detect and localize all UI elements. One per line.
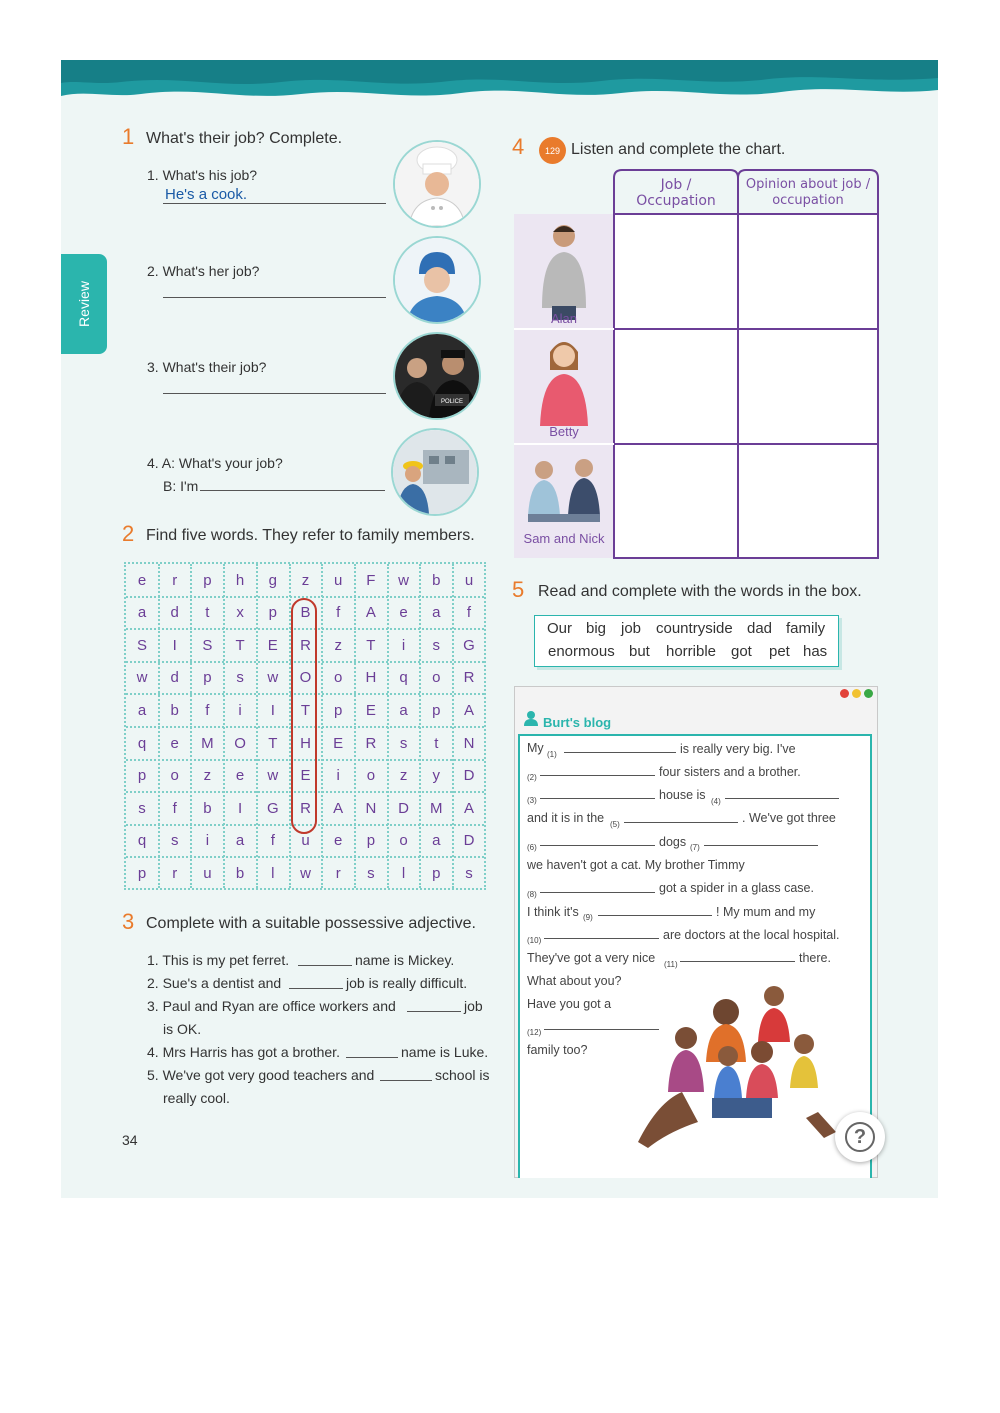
grid-letter[interactable]: q [137, 734, 147, 752]
ex1-q4: 4. A: What's your job? [147, 455, 283, 471]
grid-letter[interactable]: R [463, 669, 475, 687]
close-dot-icon[interactable] [840, 689, 849, 698]
grid-letter[interactable]: p [366, 832, 376, 850]
blog-l11: What about you? [527, 974, 622, 988]
grid-letter[interactable]: s [170, 832, 179, 850]
grid-letter[interactable]: A [463, 701, 474, 719]
ex3-line3-c: is OK. [163, 1021, 202, 1037]
grid-letter[interactable]: x [236, 604, 244, 622]
word-countryside: countryside [656, 620, 733, 637]
grid-letter[interactable]: h [235, 571, 245, 589]
grid-letter[interactable]: s [399, 734, 408, 752]
grid-letter[interactable]: D [398, 799, 410, 817]
blog-blank-4[interactable] [725, 798, 839, 799]
ex1-answer-line-1[interactable] [163, 203, 386, 204]
grid-letter[interactable]: w [267, 669, 279, 687]
grid-letter[interactable]: T [366, 636, 376, 654]
blog-l12: Have you got a [527, 997, 612, 1011]
ex1-answer-line-3[interactable] [163, 393, 386, 394]
blog-n9: (9) [583, 913, 593, 922]
grid-letter[interactable]: p [432, 864, 441, 882]
blog-l8a: I think it's [527, 905, 579, 919]
chart-header-opinion-line2: occupation [772, 193, 844, 208]
word-has: has [803, 643, 828, 660]
help-icon: ? [845, 1122, 875, 1152]
grid-letter[interactable]: T [300, 701, 311, 719]
grid-letter[interactable]: w [136, 669, 148, 687]
word-pet: pet [769, 643, 790, 660]
ex3-blank-4[interactable] [346, 1057, 398, 1058]
grid-letter[interactable]: z [399, 767, 408, 785]
word-family: family [786, 620, 826, 637]
ex1-a1: He's a cook. [165, 186, 248, 203]
audio-track-number: 129 [544, 145, 561, 156]
grid-letter[interactable]: A [333, 799, 344, 817]
blog-blank-2[interactable] [540, 775, 655, 776]
grid-letter[interactable]: R [300, 636, 311, 654]
blog-l3: house is [659, 788, 706, 802]
grid-letter[interactable]: w [267, 767, 279, 785]
grid-letter[interactable]: w [300, 864, 311, 882]
grid-letter[interactable]: p [203, 571, 212, 589]
grid-letter[interactable]: s [432, 636, 441, 654]
blog-l4b: . We've got three [742, 811, 836, 825]
grid-letter[interactable]: l [401, 864, 406, 882]
blog-blank-6[interactable] [540, 845, 655, 846]
ex3-line1-b: name is Mickey. [355, 952, 455, 968]
blog-n12: (12) [527, 1028, 542, 1037]
chart-header-job [616, 177, 736, 209]
grid-letter[interactable]: p [432, 701, 441, 719]
word-big: big [586, 620, 607, 637]
grid-letter[interactable]: a [432, 604, 441, 622]
ex3-line5-b: school is [435, 1067, 490, 1083]
grid-letter[interactable]: s [465, 864, 473, 882]
grid-letter[interactable]: e [170, 734, 179, 752]
ex3-line4-a: 4. Mrs Harris has got a brother. [147, 1044, 340, 1060]
maximize-dot-icon[interactable] [864, 689, 873, 698]
ex1-title: What's their job? Complete. [146, 130, 343, 147]
grid-letter[interactable]: e [399, 604, 408, 622]
blog-n5: (5) [610, 820, 620, 829]
grid-letter[interactable]: e [137, 571, 147, 589]
grid-letter[interactable]: f [205, 701, 210, 719]
ex3-number: 3 [122, 909, 135, 934]
blog-n3: (3) [527, 796, 537, 805]
ex3-line2-a: 2. Sue's a dentist and [147, 975, 282, 991]
grid-letter[interactable]: E [365, 701, 376, 719]
grid-letter[interactable]: f [466, 604, 472, 622]
chart-header-job-line1: Job / [660, 177, 692, 193]
brother-highlight-ring [291, 598, 317, 834]
grid-letter[interactable]: R [300, 799, 311, 817]
ex4-title: Listen and complete the chart. [571, 141, 786, 158]
grid-letter[interactable]: o [432, 669, 441, 687]
minimize-dot-icon[interactable] [852, 689, 861, 698]
family-photo [628, 982, 842, 1148]
ex1-q3: 3. What's their job? [147, 359, 267, 375]
blog-blank-11[interactable] [680, 961, 795, 962]
grid-letter[interactable]: H [365, 669, 377, 687]
chart-header-job-line2: Occupation [636, 193, 716, 209]
grid-letter[interactable]: t [205, 604, 210, 622]
grid-letter[interactable]: A [365, 604, 376, 622]
grid-letter[interactable]: F [366, 571, 376, 589]
chart-row-alan: Alan [550, 311, 578, 326]
ex2-number: 2 [122, 521, 135, 546]
police-photo [393, 332, 481, 420]
ex1-q1: 1. What's his job? [147, 167, 258, 183]
blog-n6: (6) [527, 843, 537, 852]
grid-letter[interactable]: I [238, 799, 243, 817]
blog-blank-3[interactable] [540, 798, 655, 799]
grid-letter[interactable]: z [203, 767, 212, 785]
blog-blank-1[interactable] [564, 752, 676, 753]
grid-letter[interactable]: l [271, 864, 275, 882]
blog-l2: four sisters and a brother. [659, 765, 801, 779]
blog-n10: (10) [527, 936, 542, 945]
blog-l6: we haven't got a cat. My brother Timmy [527, 858, 745, 872]
grid-letter[interactable]: z [334, 636, 342, 654]
ex3-line3-b: job [464, 998, 483, 1014]
chart-header-opinion-line1: Opinion about job / [745, 177, 871, 192]
word-dad: dad [747, 620, 773, 637]
grid-letter[interactable]: b [170, 701, 179, 719]
grid-letter[interactable]: a [137, 701, 147, 719]
grid-letter[interactable]: e [235, 767, 245, 785]
grid-letter[interactable]: i [238, 701, 242, 719]
grid-letter[interactable]: M [430, 799, 443, 817]
audio-track-icon[interactable] [539, 137, 566, 164]
grid-letter[interactable]: E [333, 734, 344, 752]
grid-letter[interactable]: f [172, 799, 177, 817]
grid-letter[interactable]: z [301, 571, 310, 589]
blog-l4a: and it is in the [527, 811, 605, 825]
ex4-number: 4 [512, 134, 525, 159]
grid-letter[interactable]: g [268, 571, 277, 589]
grid-letter[interactable]: D [463, 832, 475, 850]
chart-row-sam-and-nick: Sam and Nick [523, 531, 605, 546]
user-icon [523, 710, 539, 726]
word-job: job [621, 620, 642, 637]
grid-letter[interactable]: d [170, 604, 179, 622]
page-number: 34 [122, 1132, 138, 1148]
blog-blank-7[interactable] [704, 845, 818, 846]
ex2-title: Find five words. They refer to family members. [146, 527, 475, 544]
grid-letter[interactable]: u [464, 571, 474, 589]
chart-row-betty: Betty [549, 424, 579, 439]
grid-letter[interactable]: r [172, 571, 178, 589]
blog-l9: are doctors at the local hospital. [663, 928, 840, 942]
blog-blank-5[interactable] [624, 822, 738, 823]
grid-letter[interactable]: o [399, 832, 408, 850]
grid-letter[interactable]: r [172, 864, 178, 882]
ex5-title: Read and complete with the words in the box. [538, 583, 862, 600]
ex1-number: 1 [122, 124, 135, 149]
grid-letter[interactable]: b [203, 799, 212, 817]
ex3-blank-5[interactable] [380, 1080, 432, 1081]
ex3-blank-2[interactable] [289, 988, 343, 989]
grid-letter[interactable]: p [137, 767, 147, 785]
grid-letter[interactable]: i [336, 767, 340, 785]
grid-letter[interactable]: a [137, 604, 147, 622]
blog-blank-10[interactable] [544, 938, 659, 939]
blog-n8: (8) [527, 890, 537, 899]
grid-letter[interactable]: p [268, 604, 277, 622]
grid-letter[interactable]: I [172, 636, 177, 654]
ex3-line5-a: 5. We've got very good teachers and [147, 1067, 375, 1083]
grid-letter[interactable]: u [301, 832, 310, 850]
grid-letter[interactable]: p [203, 669, 212, 687]
ex3-line4-b: name is Luke. [401, 1044, 489, 1060]
ex3-line1-a: 1. This is my pet ferret. [147, 952, 290, 968]
word-but: but [629, 643, 650, 660]
grid-letter[interactable]: o [334, 669, 343, 687]
ex1-answer-line-4[interactable] [200, 490, 385, 491]
blog-n4: (4) [711, 797, 721, 806]
ex1-q2: 2. What's her job? [147, 263, 260, 279]
grid-letter[interactable]: e [334, 832, 343, 850]
grid-letter[interactable]: u [203, 864, 212, 882]
grid-letter[interactable]: w [398, 571, 410, 589]
word-our: Our [547, 620, 573, 637]
ex3-line2-b: job is really difficult. [346, 975, 468, 991]
blog-l1b: is really very big. I've [680, 742, 796, 756]
cook-photo [393, 140, 481, 228]
word-horrible: horrible [666, 643, 717, 660]
grid-letter[interactable]: M [201, 734, 214, 752]
ex3-blank-3[interactable] [407, 1011, 461, 1012]
grid-letter[interactable]: E [267, 636, 278, 654]
grid-letter[interactable]: r [335, 864, 341, 882]
grid-letter[interactable]: B [300, 604, 311, 622]
chart-header-opinion [740, 177, 876, 209]
grid-letter[interactable]: s [138, 799, 146, 817]
grid-letter[interactable]: q [399, 669, 408, 687]
review-tab-label: Review [76, 281, 92, 327]
word-enormous: enormous [548, 643, 615, 660]
blog-n1: (1) [547, 750, 557, 759]
ex1-q4b: B: I'm [163, 478, 199, 494]
grid-letter[interactable]: H [300, 734, 311, 752]
grid-letter[interactable]: i [205, 832, 210, 850]
grid-letter[interactable]: S [202, 636, 213, 654]
grid-letter[interactable]: q [137, 832, 147, 850]
grid-letter[interactable]: a [235, 832, 245, 850]
builder-photo [391, 428, 479, 516]
grid-letter[interactable]: A [463, 799, 474, 817]
grid-letter[interactable]: b [235, 864, 245, 882]
blog-blank-9[interactable] [598, 915, 712, 916]
ex3-line5-c: really cool. [163, 1090, 230, 1106]
grid-letter[interactable]: D [463, 767, 475, 785]
grid-letter[interactable]: N [365, 799, 377, 817]
grid-letter[interactable]: b [432, 571, 441, 589]
grid-letter[interactable]: f [270, 832, 275, 850]
top-banner [61, 60, 938, 100]
blog-n7: (7) [690, 843, 700, 852]
nurse-photo [393, 236, 481, 324]
grid-letter[interactable]: T [268, 734, 278, 752]
grid-letter[interactable]: T [235, 636, 245, 654]
blog-l8b: ! My mum and my [716, 905, 816, 919]
grid-letter[interactable]: s [236, 669, 244, 687]
blog-l10a: They've got a very nice [527, 951, 656, 965]
grid-letter[interactable]: O [299, 669, 312, 687]
grid-letter[interactable]: i [401, 636, 406, 654]
ex3-blank-1[interactable] [298, 965, 352, 966]
help-button[interactable] [835, 1112, 885, 1162]
grid-letter[interactable]: u [334, 571, 343, 589]
blog-blank-8[interactable] [540, 892, 655, 893]
blog-n11: (11) [664, 960, 678, 969]
grid-letter[interactable]: E [300, 767, 311, 785]
grid-letter[interactable]: a [399, 701, 408, 719]
blog-l13: family too? [527, 1043, 588, 1057]
review-tab[interactable] [61, 254, 107, 354]
blog-l7: got a spider in a glass case. [659, 881, 814, 895]
grid-letter[interactable]: d [170, 669, 179, 687]
grid-letter[interactable]: S [136, 636, 147, 654]
ex3-line3-a: 3. Paul and Ryan are office workers and [147, 998, 396, 1014]
blog-l5: dogs [659, 835, 687, 849]
grid-letter[interactable]: o [366, 767, 376, 785]
ex1-answer-line-2[interactable] [163, 297, 386, 298]
grid-letter[interactable]: o [170, 767, 179, 785]
grid-letter[interactable]: G [463, 636, 475, 654]
blog-l10b: there. [799, 951, 831, 965]
blog-title: Burt's blog [543, 715, 612, 730]
grid-letter[interactable]: R [365, 734, 377, 752]
ex3-title: Complete with a suitable possessive adjective. [146, 915, 476, 932]
grid-letter[interactable]: p [137, 864, 147, 882]
police-label: POLICE [440, 399, 464, 405]
grid-letter[interactable]: s [367, 864, 375, 882]
grid-letter[interactable]: t [434, 734, 439, 752]
grid-letter[interactable]: O [234, 734, 246, 752]
grid-letter[interactable]: a [432, 832, 441, 850]
word-got: got [731, 643, 752, 660]
grid-letter[interactable]: y [432, 767, 441, 785]
grid-letter[interactable]: f [336, 604, 341, 622]
blog-l1a: My [527, 741, 544, 755]
blog-n2: (2) [527, 773, 537, 782]
grid-letter[interactable]: G [266, 799, 279, 817]
grid-letter[interactable]: I [270, 701, 275, 719]
ex5-number: 5 [512, 577, 525, 602]
grid-letter[interactable]: p [334, 701, 343, 719]
grid-letter[interactable]: N [463, 734, 475, 752]
